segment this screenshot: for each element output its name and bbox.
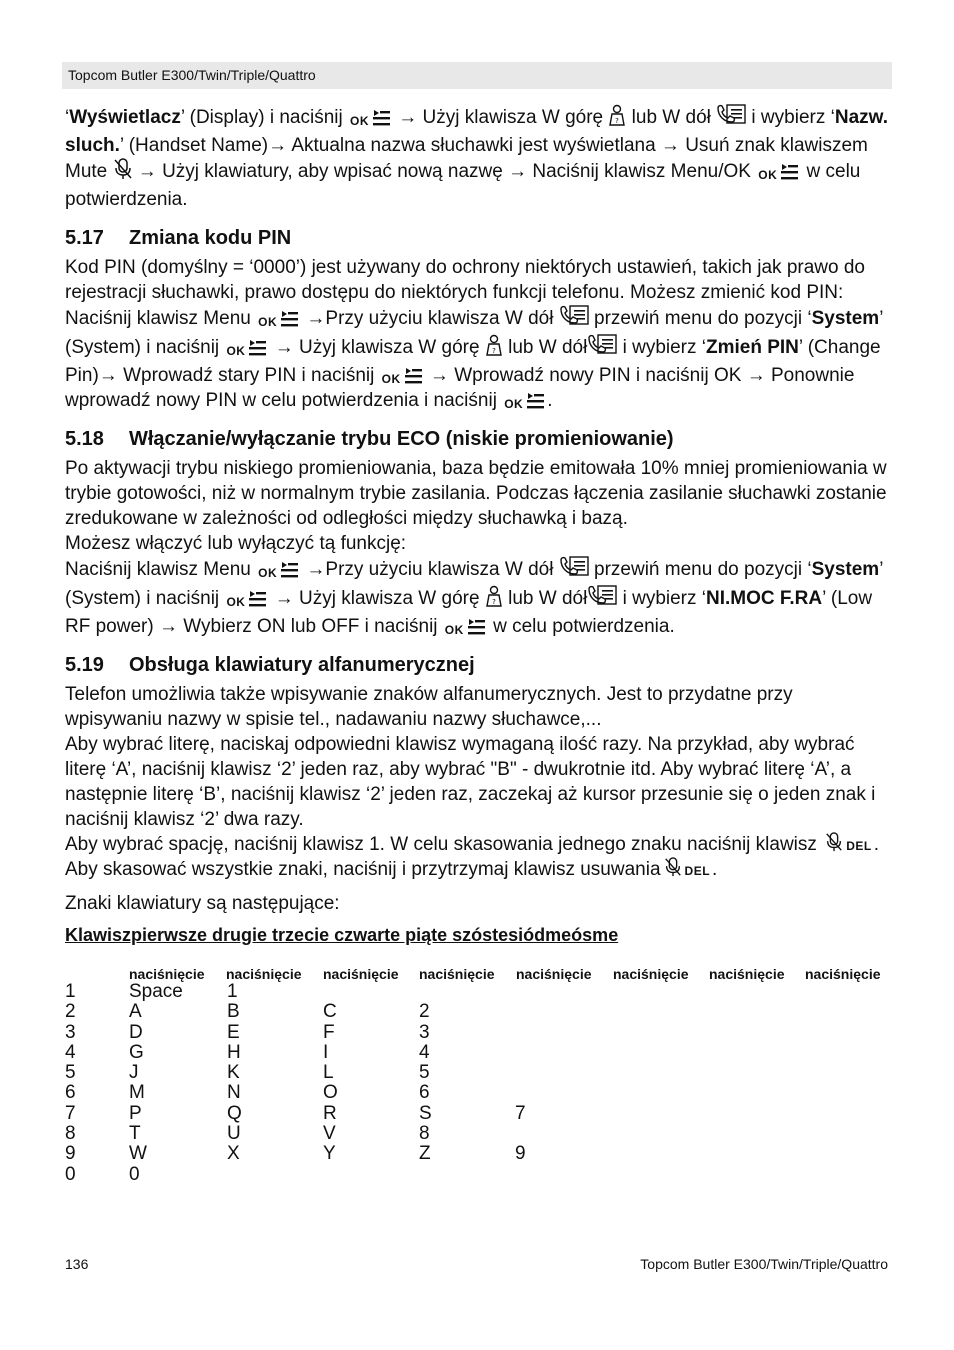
press-label: naciśnięcie bbox=[516, 966, 592, 982]
table-row: 5 J K L 5 bbox=[65, 1062, 430, 1084]
up-key-icon bbox=[485, 334, 503, 363]
ok-menu-icon: OK bbox=[226, 590, 267, 608]
page-header bbox=[62, 62, 892, 89]
press-label: naciśnięcie bbox=[805, 966, 881, 982]
down-key-icon bbox=[559, 556, 589, 585]
table-row: 6 M N O 6 bbox=[65, 1082, 430, 1104]
pin-instructions: Naciśnij klawisz Menu OK →Przy użyciu klawisza W dół przewiń menu do pozycji ‘System’ (System) i naciśnij OK → Użyj klawisza W górę ? lub W dół i wybierz ‘Zmień PIN’ (Change Pin)→ Wprowadź stary PIN i naciśnij OK → Wprowadź nowy PIN i naciśnij OK → Ponownie wprowadź nowy PIN w celu potwierdzenia i naciśnij OK . bbox=[65, 305, 890, 413]
ok-menu-icon: OK bbox=[445, 618, 486, 636]
press-label: naciśnięcie bbox=[323, 966, 399, 982]
eco-instructions: Naciśnij klawisz Menu OK →Przy użyciu klawisza W dół przewiń menu do pozycji ‘System’ (System) i naciśnij OK → Użyj klawisza W górę ? lub W dół i wybierz ‘NI.MOC F.RA’ (Low RF power) → Wybierz ON lub OFF i naciśnij OK w celu potwierdzenia. bbox=[65, 556, 890, 639]
ok-menu-icon: OK bbox=[758, 163, 799, 181]
press-label: naciśnięcie bbox=[129, 966, 205, 982]
table-row: 4 G H I 4 bbox=[65, 1041, 430, 1063]
header-title: Topcom Butler E300/Twin/Triple/Quattro bbox=[68, 67, 316, 83]
mute-del-icon: DEL bbox=[663, 857, 711, 877]
section-heading-5-18: 5.18 Włączanie/wyłączanie trybu ECO (niskie promieniowanie) bbox=[65, 428, 674, 450]
footer-title: Topcom Butler E300/Twin/Triple/Quattro bbox=[640, 1256, 888, 1272]
mute-icon bbox=[113, 158, 133, 187]
press-label: naciśnięcie bbox=[709, 966, 785, 982]
section-heading-5-17: 5.17 Zmiana kodu PIN bbox=[65, 227, 292, 249]
svg-text:?: ? bbox=[615, 117, 620, 125]
table-row: 2 A B C 2 bbox=[65, 1001, 430, 1023]
ok-menu-icon: OK bbox=[350, 109, 391, 127]
table-row: 9 W X Y Z 9 bbox=[65, 1143, 526, 1165]
section-heading-5-19: 5.19 Obsługa klawiatury alfanumerycznej bbox=[65, 654, 475, 676]
ok-menu-icon: OK bbox=[382, 367, 423, 385]
svg-text:?: ? bbox=[491, 598, 496, 606]
down-key-icon bbox=[587, 334, 617, 363]
press-label: naciśnięcie bbox=[226, 966, 302, 982]
eco-description: Po aktywacji trybu niskiego promieniowania, baza będzie emitowała 10% mniej promieniowania w trybie gotowości, niż w normalnym trybie zasilania. Podczas łączenia zasilanie słuchawki zostanie zredukowane w zależności od odległości między słuchawką i bazą. bbox=[65, 458, 887, 529]
ok-menu-icon: OK bbox=[504, 392, 545, 410]
ok-menu-icon: OK bbox=[226, 339, 267, 357]
table-row: 8 T U V 8 bbox=[65, 1123, 430, 1145]
alnum-description: Telefon umożliwia także wpisywanie znaków alfanumerycznych. Jest to przydatne przy wpisywaniu nazwy w spisie tel., nadawaniu nazwy słuchawce,... bbox=[65, 684, 793, 730]
table-row: 7 P Q R S 7 bbox=[65, 1102, 526, 1124]
mute-del-icon: DEL bbox=[824, 832, 872, 852]
alnum-letter-selection: Aby wybrać literę, naciskaj odpowiedni klawisz wymaganą ilość razy. Na przykład, aby wybrać literę ‘A’, naciśnij klawisz ‘2’ jeden raz, aby wybrać "B" - dwukrotnie itd. Aby wybrać literę ‘A’, a następnie literę ‘B’, naciśnij klawisz ‘2’ jeden raz, zaczekaj aż kursor przesunie się o jeden znak i naciśnij klawisz ‘2’ dwa razy. bbox=[65, 734, 876, 830]
table-row: 3 D E F 3 bbox=[65, 1021, 430, 1043]
key-table bbox=[65, 982, 890, 1185]
alnum-space-delete: Aby wybrać spację, naciśnij klawisz 1. W celu skasowania jednego znaku naciśnij klawisz DEL . Aby skasować wszystkie znaki, naciśnij i przytrzymaj klawisz usuwania DEL . bbox=[65, 834, 879, 880]
ok-menu-icon: OK bbox=[258, 310, 299, 328]
press-label: naciśnięcie bbox=[613, 966, 689, 982]
keyboard-chars-intro: Znaki klawiatury są następujące: bbox=[65, 893, 340, 914]
key-table-header: Klawiszpierwsze drugie trzecie czwarte piąte szóstesiódmeósme bbox=[65, 925, 619, 945]
ok-menu-icon: OK bbox=[258, 561, 299, 579]
table-row: 1 Space 1 bbox=[65, 981, 238, 1002]
press-label: naciśnięcie bbox=[419, 966, 495, 982]
down-key-icon bbox=[716, 104, 746, 133]
up-key-icon bbox=[608, 104, 626, 133]
down-key-icon bbox=[559, 305, 589, 334]
down-key-icon bbox=[587, 585, 617, 614]
pin-description: Kod PIN (domyślny = ‘0000’) jest używany do ochrony niektórych ustawień, takich jak prawo do rejestracji słuchawki, prawo dostępu do niektórych funkcji telefonu. Możesz zmienić kod PIN: bbox=[65, 257, 865, 303]
intro-paragraph: ‘Wyświetlacz’ (Display) i naciśnij OK → Użyj klawisza W górę ? lub W dół i wybierz ‘Nazw. sluch.’ (Handset Name)→ Aktualna nazwa słuchawki jest wyświetlana → Usuń znak klawiszem Mute → Użyj klawiatury, aby wpisać nową nazwę → Naciśnij klawisz Menu/OK OK w celu potwierdzenia. bbox=[65, 104, 890, 212]
eco-toggle-note: Możesz włączyć lub wyłączyć tą funkcję: bbox=[65, 533, 407, 554]
document-body bbox=[65, 104, 890, 1185]
page-number: 136 bbox=[65, 1256, 89, 1272]
key-table-subheader bbox=[65, 946, 890, 982]
table-row: 0 0 bbox=[65, 1163, 140, 1185]
svg-text:?: ? bbox=[491, 347, 496, 355]
up-key-icon bbox=[485, 585, 503, 614]
